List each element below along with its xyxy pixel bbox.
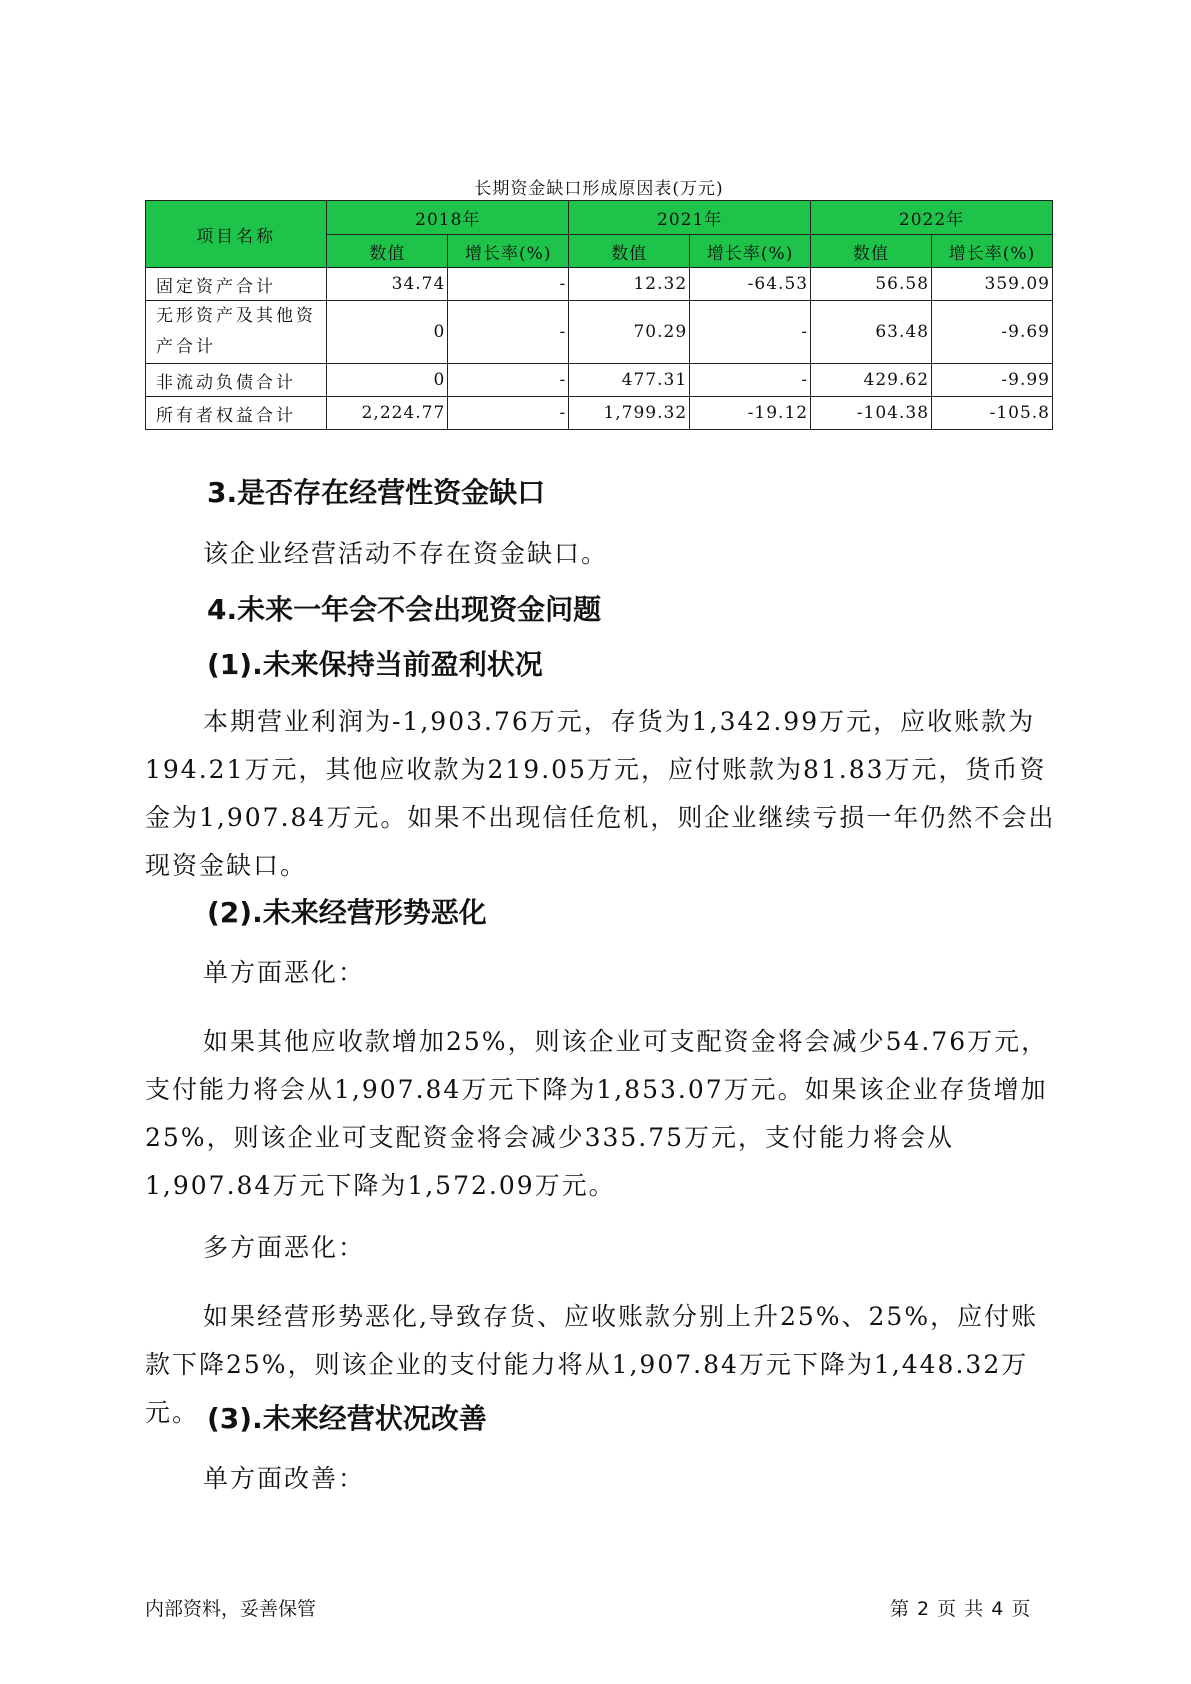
row-name: 无形资产及其他资产合计 bbox=[146, 301, 327, 364]
table-cell: - bbox=[690, 301, 811, 364]
multi-worsening-label: 多方面恶化： bbox=[203, 1233, 366, 1262]
table-cell: -9.99 bbox=[932, 364, 1053, 397]
table-cell: 2,224.77 bbox=[327, 397, 448, 430]
capital-gap-table bbox=[145, 200, 1053, 430]
table-row bbox=[146, 364, 1053, 397]
growth-header: 增长率(%) bbox=[690, 235, 811, 268]
table-cell: 63.48 bbox=[811, 301, 932, 364]
page-number: 第 2 页 共 4 页 bbox=[890, 1598, 1031, 1620]
single-worsening-label: 单方面恶化： bbox=[203, 958, 366, 987]
table-cell: -64.53 bbox=[690, 268, 811, 301]
table-cell: - bbox=[448, 301, 569, 364]
growth-header: 增长率(%) bbox=[448, 235, 569, 268]
table-cell: 70.29 bbox=[569, 301, 690, 364]
table-cell: -105.8 bbox=[932, 397, 1053, 430]
table-cell: 429.62 bbox=[811, 364, 932, 397]
value-header: 数值 bbox=[811, 235, 932, 268]
growth-header: 增长率(%) bbox=[932, 235, 1053, 268]
section-heading-3: 3.是否存在经营性资金缺口 bbox=[207, 476, 546, 509]
footer-note: 内部资料，妥善保管 bbox=[145, 1598, 317, 1620]
row-name: 非流动负债合计 bbox=[146, 364, 327, 397]
value-header: 数值 bbox=[327, 235, 448, 268]
row-name: 所有者权益合计 bbox=[146, 397, 327, 430]
subsection-heading-4-1: (1).未来保持当前盈利状况 bbox=[207, 648, 543, 681]
table-row bbox=[146, 397, 1053, 430]
year-header-2018: 2018年 bbox=[327, 201, 569, 235]
single-improvement-label: 单方面改善： bbox=[203, 1464, 366, 1493]
table-cell: -104.38 bbox=[811, 397, 932, 430]
year-header-2021: 2021年 bbox=[569, 201, 811, 235]
table-row bbox=[146, 301, 1053, 364]
table-cell: 1,799.32 bbox=[569, 397, 690, 430]
multi-worsening-paragraph: 如果经营形势恶化,导致存货、应收账款分别上升25%、25%，应付账款下降25%，则该企业的支付能力将从1,907.84万元下降为1,448.32万元。 bbox=[145, 1302, 1039, 1427]
table-cell: 359.09 bbox=[932, 268, 1053, 301]
table-cell: - bbox=[690, 364, 811, 397]
year-header-2022: 2022年 bbox=[811, 201, 1053, 235]
table-cell: 12.32 bbox=[569, 268, 690, 301]
table-cell: 34.74 bbox=[327, 268, 448, 301]
table-cell: - bbox=[448, 397, 569, 430]
single-worsening-paragraph: 如果其他应收款增加25%，则该企业可支配资金将会减少54.76万元，支付能力将会从1,907.84万元下降为1,853.07万元。如果该企业存货增加25%，则该企业可支配资金将会减少335.75万元，支付能力将会从1,907.84万元下降为1,572.09万元。 bbox=[145, 1027, 1049, 1200]
section-heading-4: 4.未来一年会不会出现资金问题 bbox=[207, 593, 602, 626]
table-row bbox=[146, 268, 1053, 301]
table-cell: - bbox=[448, 268, 569, 301]
table-cell: - bbox=[448, 364, 569, 397]
table-cell: 0 bbox=[327, 301, 448, 364]
row-name: 固定资产合计 bbox=[146, 268, 327, 301]
paragraph-4-1: 本期营业利润为-1,903.76万元，存货为1,342.99万元，应收账款为194.21万元，其他应收款为219.05万元，应付账款为81.83万元，货币资金为1,907.84万元。如果不出现信任危机，则企业继续亏损一年仍然不会出现资金缺口。 bbox=[145, 707, 1056, 880]
table-cell: 56.58 bbox=[811, 268, 932, 301]
table-cell: -19.12 bbox=[690, 397, 811, 430]
table-caption: 长期资金缺口形成原因表(万元) bbox=[474, 179, 724, 199]
item-name-header: 项目名称 bbox=[146, 201, 327, 268]
subsection-heading-4-3: (3).未来经营状况改善 bbox=[207, 1402, 487, 1435]
table-cell: -9.69 bbox=[932, 301, 1053, 364]
paragraph-3: 该企业经营活动不存在资金缺口。 bbox=[203, 539, 609, 568]
table-cell: 0 bbox=[327, 364, 448, 397]
table-cell: 477.31 bbox=[569, 364, 690, 397]
value-header: 数值 bbox=[569, 235, 690, 268]
subsection-heading-4-2: (2).未来经营形势恶化 bbox=[207, 896, 487, 929]
